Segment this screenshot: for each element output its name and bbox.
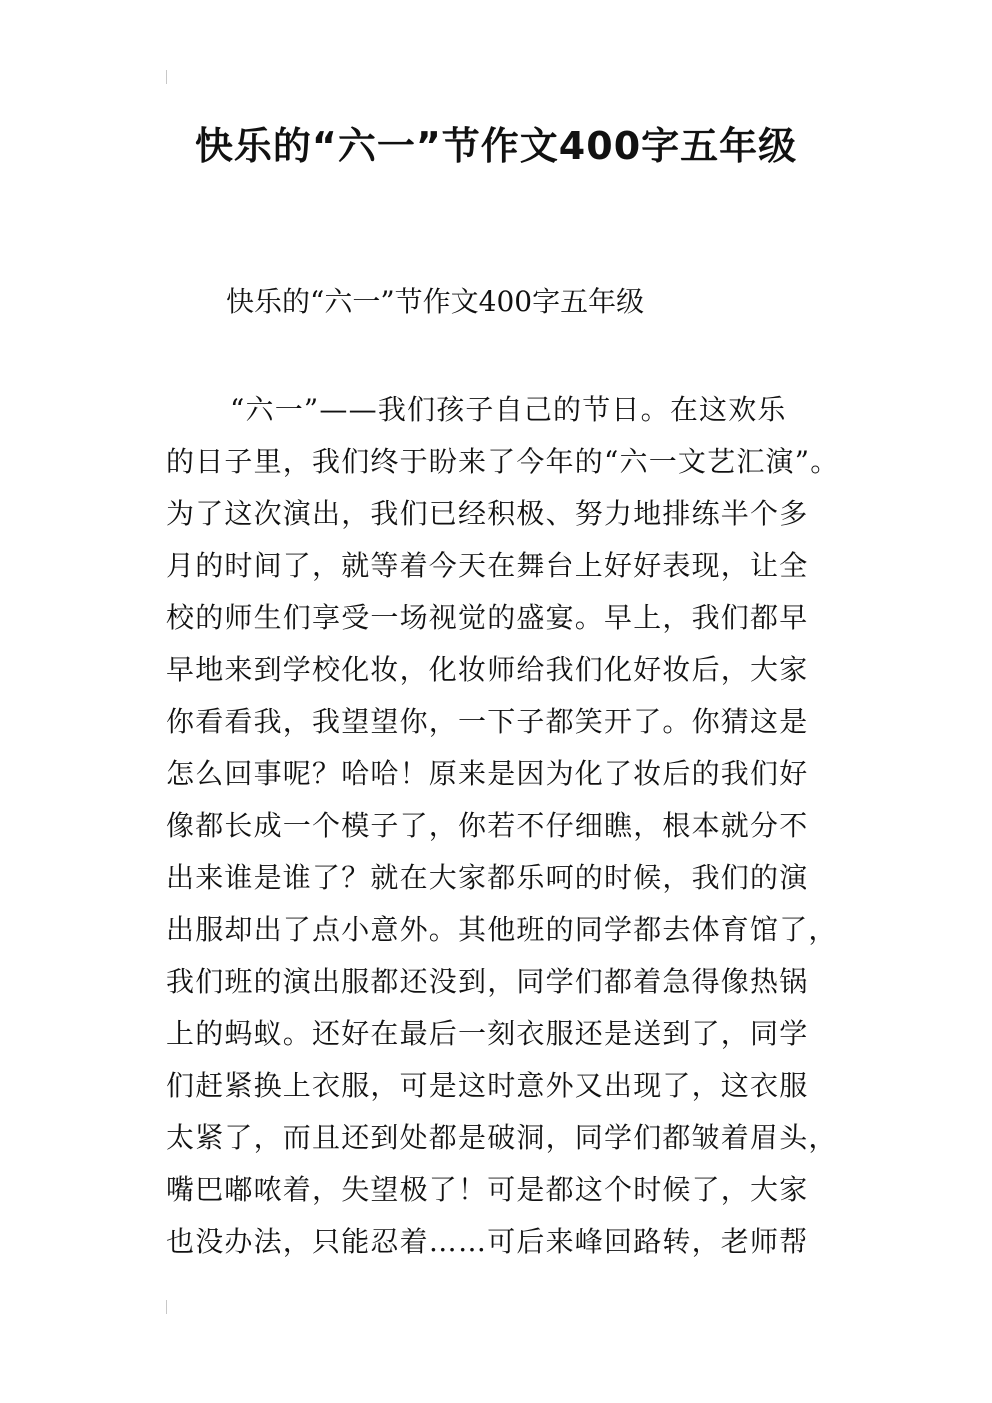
body-line: 你看看我，我望望你，一下子都笑开了。你猜这是 bbox=[166, 705, 809, 738]
document-body bbox=[166, 384, 846, 1268]
body-line: 的日子里，我们终于盼来了今年的“六一文艺汇演”。 bbox=[166, 445, 840, 478]
page-corner-mark-bottom bbox=[166, 1300, 167, 1314]
body-line: 出来谁是谁了？就在大家都乐呵的时候，我们的演 bbox=[166, 861, 809, 894]
body-line: 嘴巴嘟哝着，失望极了！可是都这个时候了，大家 bbox=[166, 1173, 809, 1206]
body-line: 们赶紧换上衣服，可是这时意外又出现了，这衣服 bbox=[166, 1069, 809, 1102]
document-subtitle: 快乐的“六一”节作文400字五年级 bbox=[226, 285, 645, 318]
body-line: 像都长成一个模子了，你若不仔细瞧，根本就分不 bbox=[166, 809, 809, 842]
body-line: 太紧了，而且还到处都是破洞，同学们都皱着眉头， bbox=[166, 1121, 838, 1154]
body-line: 为了这次演出，我们已经积极、努力地排练半个多 bbox=[166, 497, 809, 530]
body-line: 怎么回事呢？哈哈！原来是因为化了妆后的我们好 bbox=[166, 757, 809, 790]
document-title: 快乐的“六一”节作文400字五年级 bbox=[194, 124, 798, 168]
body-line: 月的时间了，就等着今天在舞台上好好表现，让全 bbox=[166, 549, 809, 582]
body-line: 出服却出了点小意外。其他班的同学都去体育馆了， bbox=[166, 913, 838, 946]
page-corner-mark-top bbox=[166, 70, 167, 84]
body-line: 上的蚂蚁。还好在最后一刻衣服还是送到了，同学 bbox=[166, 1017, 809, 1050]
body-line: 校的师生们享受一场视觉的盛宴。早上，我们都早 bbox=[166, 601, 809, 634]
body-line: 早地来到学校化妆，化妆师给我们化好妆后，大家 bbox=[166, 653, 809, 686]
body-line: “六一”——我们孩子自己的节日。在这欢乐 bbox=[230, 393, 787, 426]
body-line: 我们班的演出服都还没到，同学们都着急得像热锅 bbox=[166, 965, 809, 998]
body-line: 也没办法，只能忍着……可后来峰回路转，老师帮 bbox=[166, 1225, 809, 1258]
